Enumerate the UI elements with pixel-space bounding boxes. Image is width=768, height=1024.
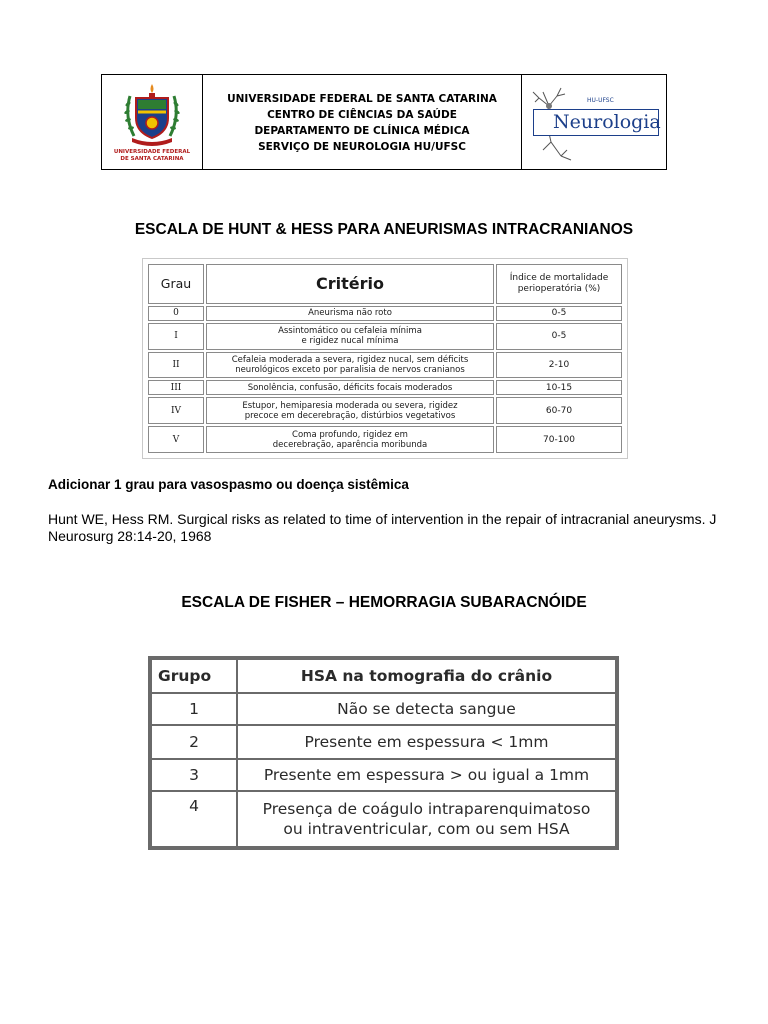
document-header: [101, 74, 667, 170]
table-row: [151, 759, 616, 791]
descricao-cell: [237, 725, 616, 759]
institution-line-service: SERVIÇO DE NEUROLOGIA HU/UFSC: [258, 141, 466, 153]
vasospasm-note: Adicionar 1 grau para vasospasmo ou doença sistêmica: [48, 477, 409, 492]
institution-block: [203, 75, 522, 169]
criterio-cell: [206, 323, 494, 350]
grau-cell: IV: [148, 397, 204, 424]
ufsc-logo-cell: [102, 75, 203, 169]
descricao-cell: [237, 791, 616, 847]
mortalidade-header-line-1: Índice de mortalidade: [509, 273, 609, 283]
mortalidade-cell: 60-70: [496, 397, 622, 424]
mortalidade-header-line-2: perioperatória (%): [517, 284, 601, 294]
table-row: [151, 791, 616, 847]
ufsc-caption-line-2: DE SANTA CATARINA: [120, 155, 184, 162]
criterio-line: neurológicos exceto por paralisia de nervos cranianos: [235, 365, 465, 376]
descricao-line: Presente em espessura > ou igual a 1mm: [263, 766, 590, 784]
grupo-cell: 3: [151, 759, 237, 791]
table-row: [148, 380, 622, 395]
hunt-hess-table: [146, 262, 624, 455]
mortalidade-cell: 70-100: [496, 426, 622, 453]
descricao-line: Não se detecta sangue: [337, 700, 516, 718]
table-row: [148, 397, 622, 424]
criterio-line: e rigidez nucal mínima: [301, 336, 399, 347]
grau-cell: V: [148, 426, 204, 453]
descricao-cell: [237, 693, 616, 725]
neurologia-wordmark: Neurologia: [553, 111, 661, 133]
hunt-hess-title: ESCALA DE HUNT & HESS PARA ANEURISMAS INTRACRANIANOS: [134, 221, 634, 238]
ufsc-crest-icon: [120, 82, 184, 148]
grau-cell: III: [148, 380, 204, 395]
mortalidade-cell: 0-5: [496, 323, 622, 350]
column-header-hsa: HSA na tomografia do crânio: [237, 659, 616, 693]
hunt-hess-table-image: [142, 258, 628, 459]
criterio-cell: [206, 426, 494, 453]
column-header-grau: Grau: [148, 264, 204, 304]
criterio-line: Aneurisma não roto: [308, 308, 392, 319]
descricao-line: Presença de coágulo intraparenquimatoso: [262, 800, 591, 818]
institution-line-center: CENTRO DE CIÊNCIAS DA SAÚDE: [267, 109, 457, 121]
mortalidade-cell: 10-15: [496, 380, 622, 395]
grau-cell: II: [148, 352, 204, 379]
grupo-cell: 4: [151, 791, 237, 847]
ufsc-caption-line-1: UNIVERSIDADE FEDERAL: [113, 148, 191, 155]
criterio-line: Coma profundo, rigidez em: [292, 429, 408, 440]
mortalidade-cell: 0-5: [496, 306, 622, 321]
column-header-grupo: Grupo: [151, 659, 237, 693]
criterio-line: precoce em decerebração, distúrbios vegetativos: [244, 410, 456, 421]
criterio-line: Assintomático ou cefaleia mínima: [278, 326, 422, 337]
criterio-cell: [206, 352, 494, 379]
hunt-hess-reference: Hunt WE, Hess RM. Surgical risks as related to time of intervention in the repair of intracranial aneurysms. J Neurosurg 28:14-20, 1968: [48, 511, 717, 544]
neurologia-logo-cell: [522, 75, 666, 169]
table-row: [151, 725, 616, 759]
table-row: [148, 352, 622, 379]
criterio-cell: [206, 306, 494, 321]
descricao-cell: [237, 759, 616, 791]
table-header-row: [148, 264, 622, 304]
ufsc-logo: [114, 82, 190, 163]
fisher-table: [150, 658, 617, 848]
criterio-line: decerebração, aparência moribunda: [272, 439, 428, 450]
table-row: [148, 426, 622, 453]
descricao-line: ou intraventricular, com ou sem HSA: [283, 820, 570, 838]
grupo-cell: 2: [151, 725, 237, 759]
institution-line-university: UNIVERSIDADE FEDERAL DE SANTA CATARINA: [227, 93, 497, 105]
neurologia-logo: [527, 80, 661, 164]
hu-ufsc-tag: HU-UFSC: [587, 97, 614, 104]
criterio-line: Estupor, hemiparesia moderada ou severa, rigidez: [242, 400, 458, 411]
table-row: [148, 306, 622, 321]
column-header-mortalidade: [496, 264, 622, 304]
grau-cell: 0: [148, 306, 204, 321]
grupo-cell: 1: [151, 693, 237, 725]
criterio-line: Cefaleia moderada a severa, rigidez nucal, sem déficits: [231, 355, 469, 366]
table-row: [151, 693, 616, 725]
descricao-line: Presente em espessura < 1mm: [304, 733, 549, 751]
table-row: [148, 323, 622, 350]
criterio-line: Sonolência, confusão, déficits focais moderados: [247, 382, 453, 393]
criterio-cell: [206, 380, 494, 395]
ufsc-logo-caption: [114, 149, 190, 163]
column-header-criterio: Critério: [206, 264, 494, 304]
grau-cell: I: [148, 323, 204, 350]
institution-line-department: DEPARTAMENTO DE CLÍNICA MÉDICA: [254, 125, 470, 137]
criterio-cell: [206, 397, 494, 424]
table-header-row: [151, 659, 616, 693]
fisher-title: ESCALA DE FISHER – HEMORRAGIA SUBARACNÓIDE: [181, 594, 587, 611]
mortalidade-cell: 2-10: [496, 352, 622, 379]
fisher-table-image: [148, 656, 619, 850]
